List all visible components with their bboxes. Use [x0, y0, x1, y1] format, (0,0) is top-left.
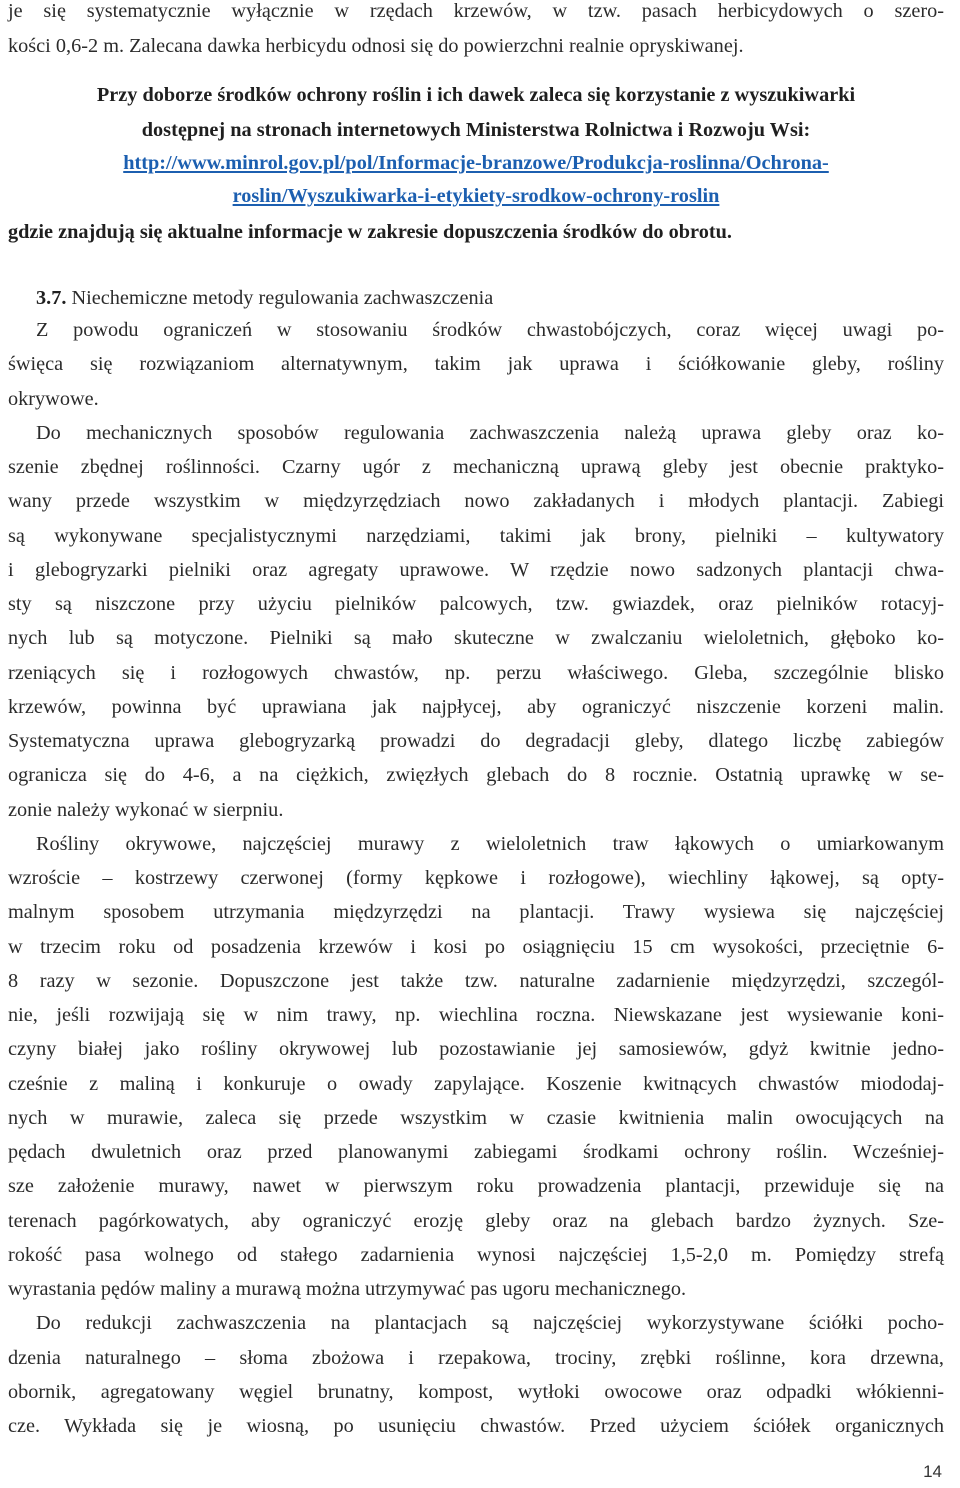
body-text-line: sty są niszczone przy użyciu pielników palcowych, tzw. gwiazdek, oraz pielników rotacyj- [8, 593, 944, 615]
notice-link-line-2[interactable] [8, 179, 944, 213]
body-text-line: dzenia naturalnego – słoma zbożowa i rzepakowa, trociny, zrębki roślinne, kora drzewna, [8, 1346, 944, 1369]
body-text-line: cze. Wykłada się je wiosną, po usunięciu chwastów. Przed użyciem ściółek organicznych [8, 1415, 944, 1437]
body-text-line: zonie należy wykonać w sierpniu. [8, 798, 284, 821]
notice-line-3: gdzie znajdują się aktualne informacje w zakresie dopuszczenia środków do obrotu. [8, 221, 732, 243]
page-number: 14 [923, 1462, 942, 1481]
body-text-line: w trzecim roku od posadzenia krzewów i kosi po osiągnięciu 15 cm wysokości, przeciętnie 6- [8, 935, 944, 958]
notice-line-2: dostępnej na stronach internetowych Ministerstwa Rolnictwa i Rozwoju Wsi: [141, 119, 811, 141]
ministry-search-link-part-1[interactable]: http://www.minrol.gov.pl/pol/Informacje-branzowe/Produkcja-roslinna/Ochrona- [123, 152, 829, 174]
intro-line-2: kości 0,6-2 m. Zalecana dawka herbicydu odnosi się do powierzchni realnie opryskiwanej. [8, 35, 744, 57]
body-text-line: rokość pasa wolnego od stałego zadarnienia wynosi najczęściej 1,5-2,0 m. Pomiędzy strefą [8, 1243, 944, 1266]
body-text-line: szenie zbędnej roślinności. Czarny ugór z mechaniczną uprawą gleby jest obecnie praktyko- [8, 456, 944, 478]
body-text-line: cześnie z maliną i konkuruje o owady zapylające. Koszenie kwitnących chwastów miododaj- [8, 1072, 944, 1095]
body-text-line: Z powodu ograniczeń w stosowaniu środków chwastobójczych, coraz więcej uwagi po- [36, 319, 944, 341]
body-text-line: okrywowe. [8, 387, 99, 410]
body-text-line: nie, jeśli rozwijają się w nim trawy, np. wiechlina roczna. Niewskazane jest wysiewanie koni- [8, 1004, 944, 1026]
body-text-line: nych w murawie, zaleca się przede wszystkim w czasie kwitnienia malin owocujących na [8, 1106, 944, 1129]
body-text-line: rzeniących się i rozłogowych chwastów, np. perzu właściwego. Gleba, szczególnie blisko [8, 661, 944, 684]
body-text-line: Do redukcji zachwaszczenia na plantacjach są najczęściej wykorzystywane ściółki pocho- [36, 1312, 944, 1335]
body-text-line: nych lub są motyczone. Pielniki są mało skuteczne w zwalczaniu wieloletnich, głęboko ko- [8, 627, 944, 650]
body-text-line: wzroście – kostrzewy czerwonej (formy kępkowe i rozłogowe), wiechliny łąkowej, są opty- [8, 867, 944, 889]
body-text-line: 8 razy w sezonie. Dopuszczone jest także tzw. naturalne zadarnienie międzyrzędzi, szczegól- [8, 969, 944, 992]
body-text-line: malnym sposobem utrzymania międzyrzędzi na plantacji. Trawy wysiewa się najczęściej [8, 901, 944, 924]
intro-line-1: je się systematycznie wyłącznie w rzędach krzewów, w tzw. pasach herbicydowych o szero- [8, 0, 944, 22]
body-text-line: pędach dwuletnich oraz przed planowanymi zabiegami środkami ochrony roślin. Wcześniej- [8, 1141, 944, 1163]
body-text-line: i glebogryzarki pielniki oraz agregaty uprawowe. W rzędzie nowo sadzonych plantacji chwa- [8, 558, 944, 581]
body-text-line: sze założenie murawy, nawet w pierwszym roku prowadzenia plantacji, przewiduje się na [8, 1175, 944, 1198]
body-text-line: są wykonywane specjalistycznymi narzędziami, takimi jak brony, pielniki – kultywatory [8, 524, 944, 547]
body-text-line: ogranicza się do 4-6, a na ciężkich, zwięzłych glebach do 8 rocznie. Ostatnią uprawkę w se- [8, 764, 944, 787]
ministry-search-link-part-2[interactable]: roslin/Wyszukiwarka-i-etykiety-srodkow-ochrony-roslin [232, 185, 720, 207]
body-text-line: czyny białej jako rośliny okrywowej lub pozostawianie jej samosiewów, gdyż kwitnie jedno- [8, 1038, 944, 1061]
body-text-line: Systematyczna uprawa glebogryzarką prowadzi do degradacji gleby, dlatego liczbę zabiegów [8, 730, 944, 752]
section-number: 3.7. [36, 287, 67, 309]
body-text-line: Do mechanicznych sposobów regulowania zachwaszczenia należą uprawa gleby oraz ko- [36, 421, 944, 444]
body-text-line: wyrastania pędów maliny a murawą można utrzymywać pas ugoru mechanicznego. [8, 1278, 687, 1300]
body-text-line: krzewów, powinna być uprawiana jak najpłycej, aby ograniczyć niszczenie korzeni malin. [8, 695, 944, 718]
notice-line-1: Przy doborze środków ochrony roślin i ich dawek zaleca się korzystanie z wyszukiwarki [96, 84, 856, 106]
body-text-line: Rośliny okrywowe, najczęściej murawy z wieloletnich traw łąkowych o umiarkowanym [36, 832, 944, 855]
body-text-line: wany przede wszystkim w międzyrzędziach nowo zakładanych i młodych plantacji. Zabiegi [8, 490, 944, 513]
section-heading [8, 281, 960, 315]
body-text-line: obornik, agregatowany węgiel brunatny, kompost, wytłoki owocowe oraz odpadki włókienni- [8, 1380, 944, 1403]
section-title: Niechemiczne metody regulowania zachwaszczenia [71, 287, 494, 309]
notice-link-line-1[interactable] [8, 146, 944, 180]
body-text-line: święca się rozwiązaniom alternatywnym, takim jak uprawa i ściółkowanie gleby, rośliny [8, 353, 944, 376]
body-text-line: terenach pagórkowatych, aby ograniczyć erozję gleby oraz na glebach bardzo żyznych. Sze- [8, 1209, 944, 1232]
